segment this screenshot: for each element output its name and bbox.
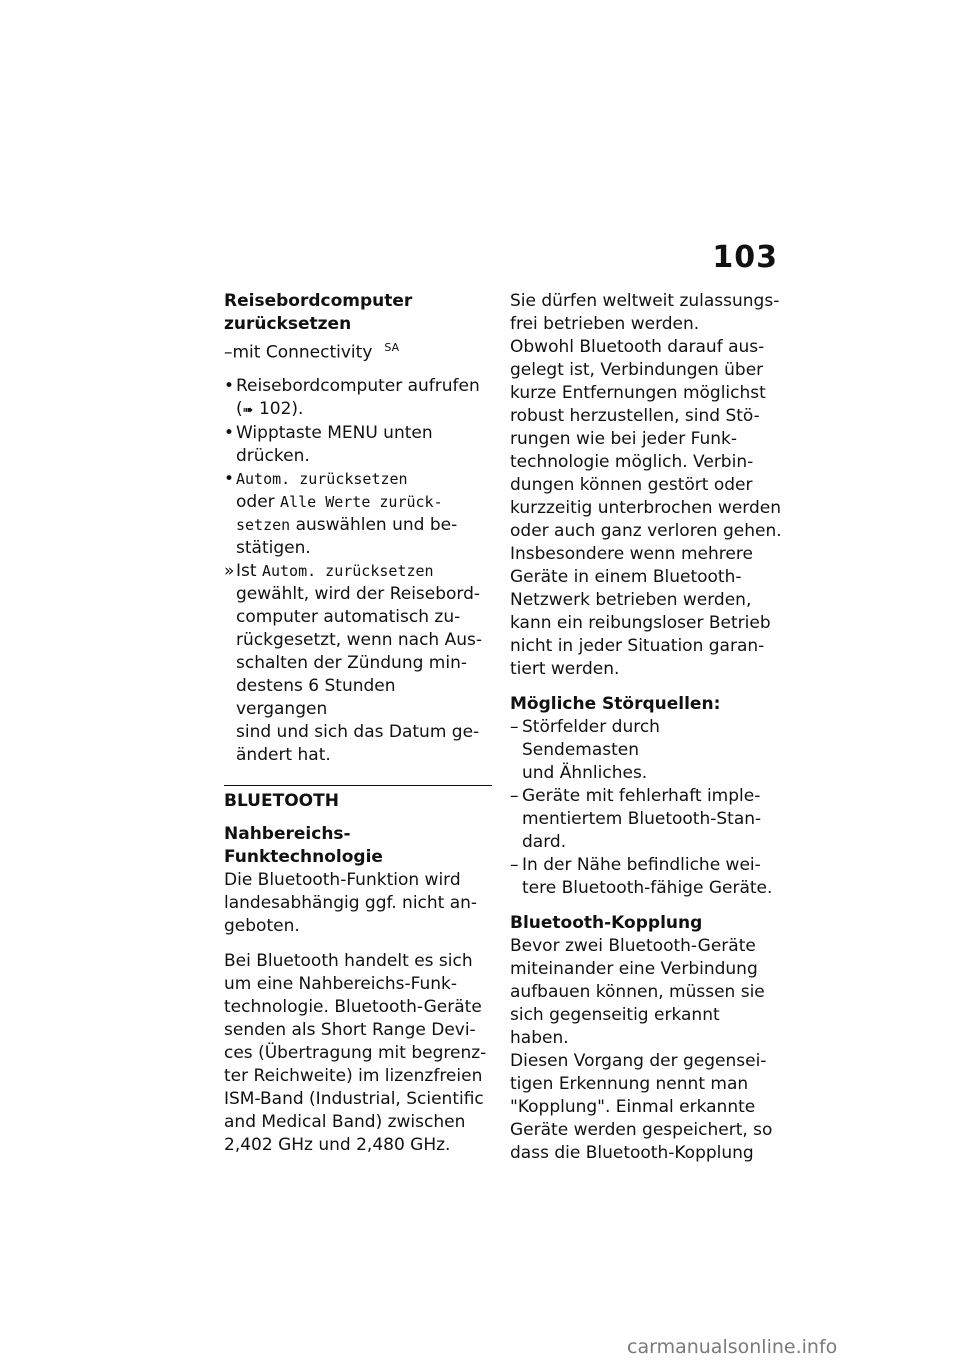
bullet-icon: •: [224, 422, 235, 443]
paragraph-pairing: Bevor zwei Bluetooth-Geräte miteinander eine Verbindung aufbauen können, müssen sie sich gegenseitig erkannt haben. Diesen Vorgang der gegensei- tigen Erkennung nennt man "Kopplung". Einmal erkannte Geräte werden gespeichert, so dass die Bluetooth-Kopplung: [510, 936, 773, 1163]
step-1: • Reisebordcomputer aufrufen (➠ 102).: [224, 375, 480, 419]
step-2: • Wipptaste MENU unten drücken.: [224, 422, 433, 466]
right-column: [510, 290, 782, 1165]
heading-interference-sources: Mögliche Störquellen:: [510, 694, 721, 714]
source-item: – Störfelder durch Sendemasten und Ähnliches.: [510, 717, 660, 783]
menu-option-auto-reset: Autom. zurücksetzen: [236, 469, 408, 488]
bullet-icon: •: [224, 375, 235, 396]
paragraph-availability: Die Bluetooth-Funktion wird landesabhängig ggf. nicht an- geboten.: [224, 869, 478, 936]
page-number: 103: [712, 240, 778, 275]
page-reference-link[interactable]: 102).: [253, 398, 304, 419]
dash-icon: –: [510, 855, 519, 875]
bullet-icon: •: [224, 468, 235, 489]
section-divider: [224, 785, 492, 813]
page-reference-arrow-icon: ➠: [242, 402, 254, 418]
subhead-connectivity: –mit Connectivity $^{SA}$: [224, 341, 400, 363]
section-title: BLUETOOTH: [224, 790, 339, 811]
heading-reset-line2: zurücksetzen: [224, 314, 352, 334]
paragraph-bluetooth-intro: Bei Bluetooth handelt es sich um eine Nahbereichs-Funk- technologie. Bluetooth-Geräte senden als Short Range Devi- ces (Übertragung mit begrenz- ter Reichweite) im lizenzfreien ISM-Band (Industrial, Scientific and Medical Band) zwischen 2,402 GHz und 2,480 GHz.: [224, 950, 487, 1155]
result-icon: »: [224, 560, 235, 581]
source-item: – In der Nähe befindliche wei- tere Bluetooth-fähige Geräte.: [510, 855, 773, 898]
source-item: – Geräte mit fehlerhaft imple- mentiertem Bluetooth-Stan- dard.: [510, 786, 762, 852]
heading-short-range: Nahbereichs-Funktechnologie: [224, 823, 383, 867]
paragraph-interference: Obwohl Bluetooth darauf aus- gelegt ist, Verbindungen über kurze Entfernungen möglichst robust herzustellen, sind Stö- rungen wie bei jeder Funk- technologie möglich. Verbin- dungen können gestört oder kurzzeitig unterbrochen werden oder auch ganz verloren gehen. Insbesondere wenn mehrere Geräte in einem Bluetooth- Netzwerk betrieben werden, kann ein reibungsloser Betrieb nicht in jeder Situation garan- tiert werden.: [510, 337, 782, 679]
dash-icon: –: [510, 786, 519, 806]
sa-badge: SA: [384, 341, 400, 354]
left-column: [224, 290, 492, 1157]
heading-pairing: Bluetooth-Kopplung: [510, 913, 703, 933]
step-3: • Autom. zurücksetzen oder Alle Werte zurück- setzen auswählen und be- stätigen.: [224, 468, 492, 560]
heading-reset-line1: Reisebordcomputer: [224, 291, 413, 311]
dash-icon: –: [510, 717, 519, 737]
watermark-footer: carmanualsonline.info: [627, 1336, 838, 1358]
result: » Ist Autom. zurücksetzen gewählt, wird der Reisebord- computer automatisch zu- rückgesetzt, wenn nach Aus- schalten der Zündung min- destens 6 Stunden vergangen sind und sich das Datum ge- ändert hat.: [224, 560, 483, 765]
menu-option-all-values: Alle Werte zurück-: [280, 492, 443, 511]
paragraph-worldwide: Sie dürfen weltweit zulassungs- frei betrieben werden.: [510, 291, 780, 334]
